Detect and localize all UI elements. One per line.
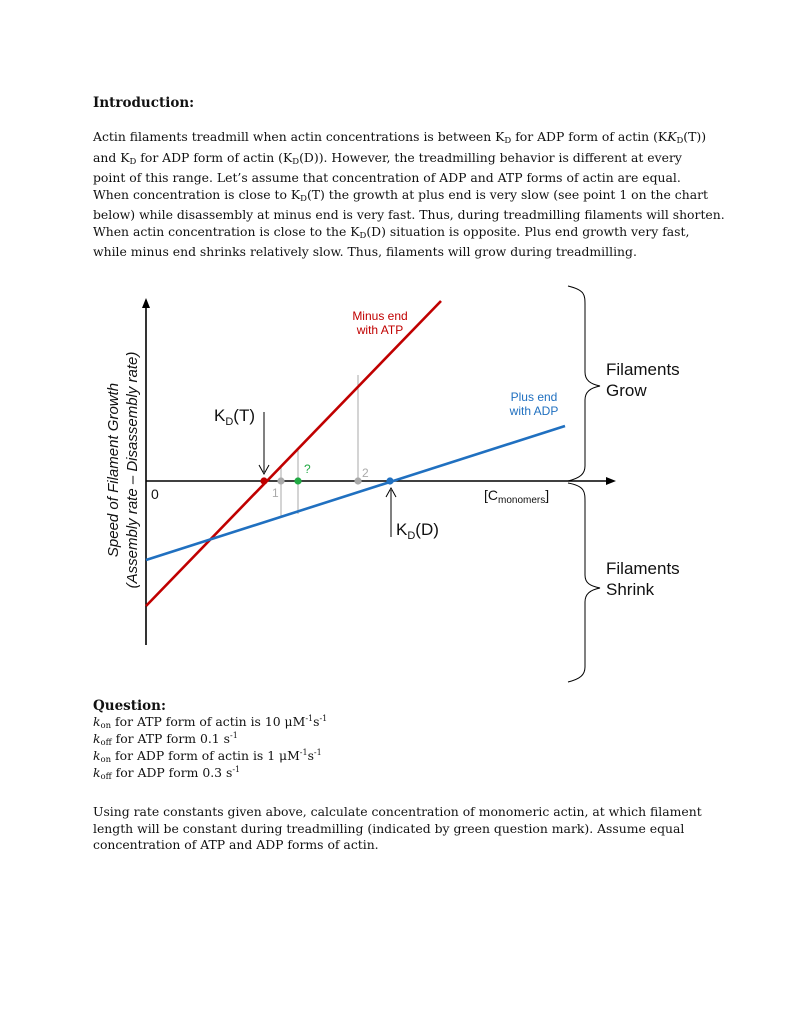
plus-end-label-line1: Plus end <box>510 390 558 404</box>
point-1-label: 1 <box>272 486 279 500</box>
grow-label-line1: Filaments <box>606 360 680 379</box>
minus-end-label-line2: with ATP <box>356 323 404 337</box>
question-body-line-1: Using rate constants given above, calculate concentration of monomeric actin, at which filament <box>93 804 702 819</box>
point-2-marker <box>354 477 361 484</box>
kdt-point <box>260 477 267 484</box>
question-rate-3: $k_{on}$ for ADP form of actin is 1 $\mu M^{-1}s^{-1}$ <box>93 748 322 765</box>
plus-end-label-line2: with ADP <box>509 404 559 418</box>
question-mark-label: ? <box>304 462 311 476</box>
kdt-label: $K_D(T)$ <box>214 406 256 428</box>
question-rate-4: $k_{off}$ for ADP form 0.3 $s^{-1}$ <box>93 765 241 782</box>
grow-label-line2: Grow <box>606 381 647 400</box>
intro-line-3: point of this range. Let’s assume that concentration of ADP and ATP forms of actin are equal. <box>93 170 681 185</box>
shrink-brace <box>568 483 600 682</box>
intro-line-4: When concentration is close to $K_D(T)$ the growth at plus end is very slow (see point 1 on the chart <box>93 186 708 204</box>
point-1-marker <box>277 477 284 484</box>
grow-brace <box>568 286 600 481</box>
origin-zero-label: 0 <box>151 486 159 502</box>
intro-line-5: below) while disassembly at minus end is very fast. Thus, during treadmilling filaments will shorten. <box>93 207 725 222</box>
point-2-label: 2 <box>362 466 369 480</box>
x-axis-arrow <box>606 477 616 485</box>
intro-line-1: Actin filaments treadmill when actin concentrations is between $K_D$ for ADP form of actin $(KK_D(T))$ <box>93 129 707 146</box>
intro-heading: Introduction: <box>93 95 195 111</box>
question-heading: Question: <box>93 698 166 714</box>
question-rate-1: $k_{on}$ for ATP form of actin is 10 $\mu M^{-1}s^{-1}$ <box>93 714 328 731</box>
shrink-label-line1: Filaments <box>606 559 680 578</box>
kdd-point <box>386 477 393 484</box>
plus-end-adp-line <box>146 426 565 560</box>
question-body-line-3: concentration of ATP and ADP forms of actin. <box>93 837 379 852</box>
shrink-label-line2: Shrink <box>606 580 655 599</box>
intro-line-6: When actin concentration is close to the $K_D(D)$ situation is opposite. Plus end growth very fast, <box>93 223 690 241</box>
question-body-line-2: length will be constant during treadmilling (indicated by green question mark). Assume equal <box>93 820 685 836</box>
question-body <box>93 804 703 854</box>
intro-line-2: and $K_D$ for ADP form of actin $(K_D(D))$. However, the treadmilling behavior is different at every <box>93 149 682 167</box>
y-axis-label-line1: Speed of Filament Growth <box>105 382 122 558</box>
minus-end-label-line1: Minus end <box>352 309 408 323</box>
y-axis-arrow <box>142 298 150 308</box>
y-axis-label-line2: (Assembly rate – Disassembly rate) <box>124 351 141 589</box>
question-point-marker <box>294 477 301 484</box>
kdd-label: $K_D(D)$ <box>396 520 439 542</box>
minus-end-atp-line <box>146 301 441 606</box>
y-axis-label <box>105 352 141 589</box>
x-axis-label: $[C_{monomers}]$ <box>484 487 550 506</box>
question-rate-2: $k_{off}$ for ATP form 0.1 $s^{-1}$ <box>93 731 238 748</box>
intro-line-7: while minus end shrinks relatively slow. Thus, filaments will grow during treadmilling. <box>93 244 637 259</box>
